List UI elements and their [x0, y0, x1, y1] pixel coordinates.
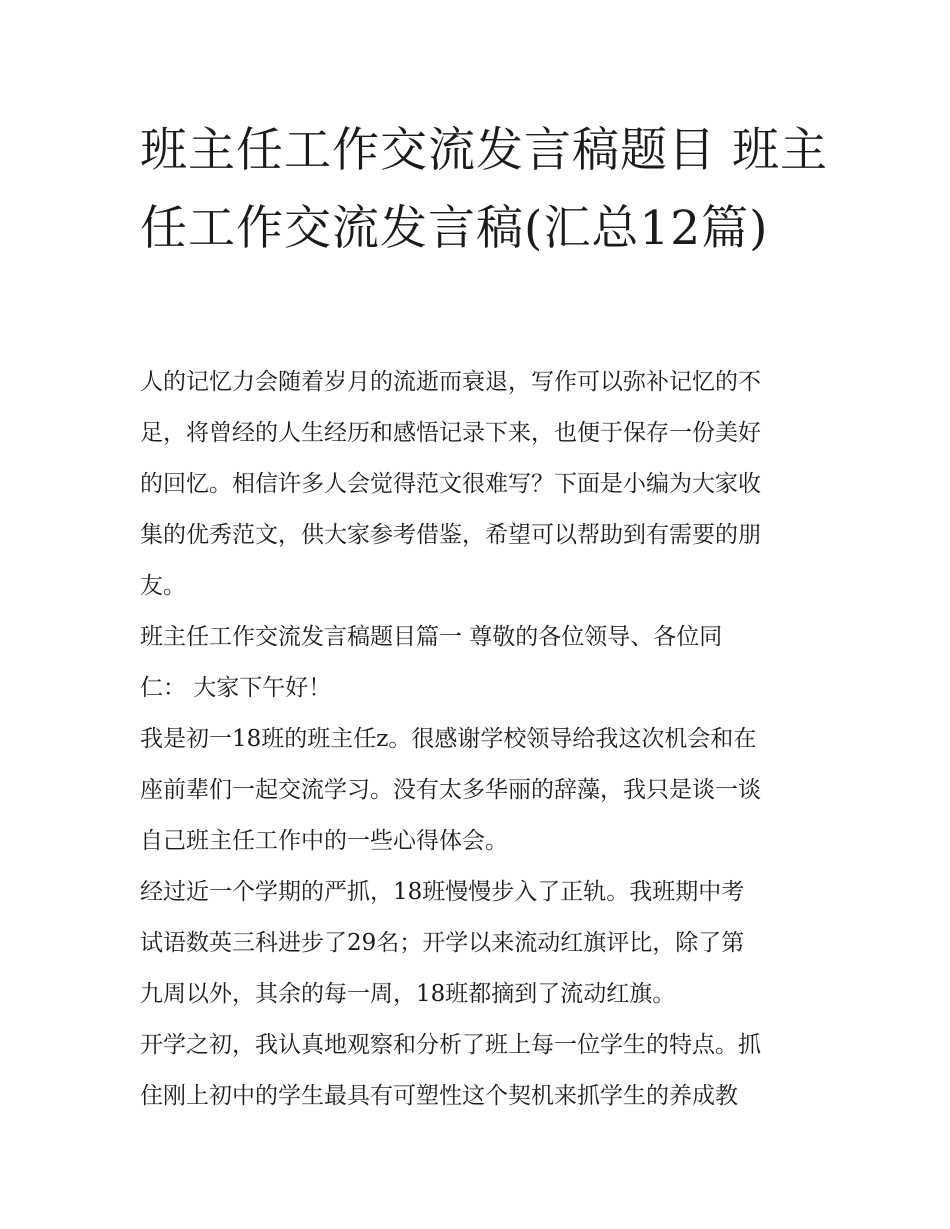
text-line: 仁： 大家下午好！: [140, 675, 332, 701]
text-line: 自己班主任工作中的一些心得体会。: [140, 828, 508, 854]
text-line: 我是初一18班的班主任z。很感谢学校领导给我这次机会和在: [140, 726, 757, 752]
paragraph-greeting: [140, 612, 830, 714]
text-line: 足，将曾经的人生经历和感悟记录下来，也便于保存一份美好: [140, 420, 761, 446]
text-line: 九周以外，其余的每一周，18班都摘到了流动红旗。: [140, 981, 676, 1007]
text-line: 试语数英三科进步了29名；开学以来流动红旗评比，除了第: [140, 930, 745, 956]
text-line: 座前辈们一起交流学习。没有太多华丽的辞藻，我只是谈一谈: [140, 777, 761, 803]
paragraph-method: [140, 1020, 830, 1122]
paragraph-self-intro: [140, 714, 830, 867]
document-title: 班主任工作交流发言稿题目 班主任工作交流发言稿(汇总12篇): [140, 123, 828, 256]
text-line: 住刚上初中的学生最具有可塑性这个契机来抓学生的养成教: [140, 1083, 738, 1109]
paragraph-results: [140, 867, 830, 1020]
text-line: 的回忆。相信许多人会觉得范文很难写？下面是小编为大家收: [140, 471, 761, 497]
document-body: [140, 357, 830, 1122]
text-line: 班主任工作交流发言稿题目篇一 尊敬的各位领导、各位同: [140, 624, 723, 650]
text-line: 开学之初，我认真地观察和分析了班上每一位学生的特点。抓: [140, 1032, 761, 1058]
text-line: 集的优秀范文，供大家参考借鉴，希望可以帮助到有需要的朋: [140, 522, 761, 548]
text-line: 友。: [140, 573, 186, 599]
text-line: 经过近一个学期的严抓，18班慢慢步入了正轨。我班期中考: [140, 879, 745, 905]
text-line: 人的记忆力会随着岁月的流逝而衰退，写作可以弥补记忆的不: [140, 369, 761, 395]
paragraph-intro: [140, 357, 830, 612]
